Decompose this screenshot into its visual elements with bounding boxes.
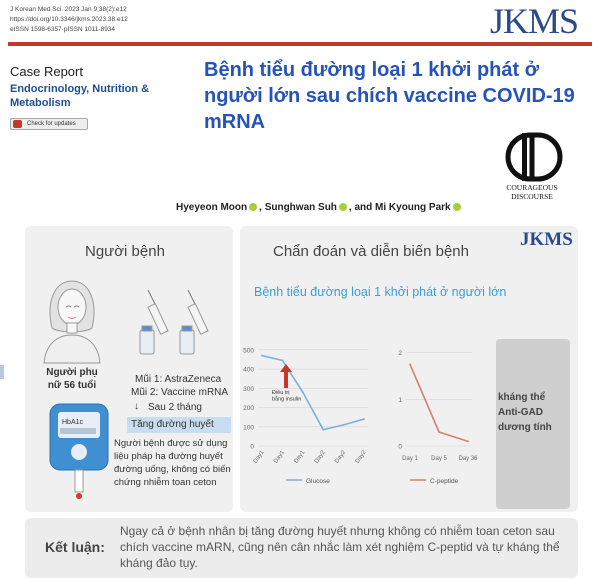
journal-meta [10,5,128,35]
diagnosis-subtitle: Bệnh tiểu đường loại 1 khởi phát ở người lớn [254,285,507,299]
device-label: HbA1c [62,419,84,426]
update-icon [13,120,22,128]
article-type: Case Report [10,64,83,79]
jkms-mini-logo: JKMS [520,229,573,250]
data-point [261,355,263,357]
check-updates-label: Check for updates [27,121,76,127]
y-tick-label: 300 [243,385,254,393]
x-tick-label: Day2 [313,449,327,465]
diagnosis-heading: Chẩn đoán và diễn biến bệnh [273,243,469,260]
check-updates-button[interactable] [10,118,88,130]
article-section: Endocrinology, Nutrition & Metabolism [10,83,150,109]
dose-1: Mũi 1: AstraZeneca [135,374,222,385]
series-line [410,364,468,441]
data-point [438,431,440,433]
orcid-icon[interactable] [339,203,347,211]
data-point [343,424,345,426]
patient-description: Người bệnh được sử dụng liệu pháp hạ đường huyết đường uống, không có biến chứng nhiễm toan ceton [114,438,231,488]
data-point [282,360,284,362]
cpeptide-chart [372,336,494,492]
data-point [322,429,324,431]
y-tick-label: 1 [398,396,402,404]
up-arrow-icon [280,364,292,388]
y-tick-label: 100 [243,424,254,432]
author-1[interactable]: Hyeyeon Moon [176,202,248,213]
orcid-icon[interactable] [249,203,257,211]
insulin-annotation-text: Điều trị bằng insulin [272,390,302,403]
vaccine-syringes-icon [138,288,228,363]
y-tick-label: 0 [250,443,254,451]
hyperglycemia-label: Tăng đường huyết [127,417,231,433]
conclusion-text: Ngay cả ở bệnh nhân bị tăng đường huyết nhưng không có nhiễm toan ceton sau chích vaccine mARN, cũng nên cân nhắc làm xét nghiệm C-peptid và tự kháng thể kháng đảo tụy. [120,524,560,570]
x-tick-label: Day 1 [402,456,418,462]
y-tick-label: 500 [243,347,254,355]
x-tick-label: Day2 [334,449,348,465]
courageous-discourse-logo [496,131,568,201]
article-title: Bệnh tiểu đường loại 1 khởi phát ở người lớn sau chích vaccine COVID-19 mRNA [204,59,575,133]
x-tick-label: Day1 [252,449,266,465]
woman-icon [40,273,104,368]
author-list: Hyeyeon Moon , Sunghwan Suh , and Mi Kyoung Park [176,202,463,213]
data-point [409,363,411,365]
after-period: Sau 2 tháng [148,402,202,413]
glucose-chart [243,336,374,492]
gad-result: kháng thể Anti-GAD dương tính [498,392,552,433]
author-3[interactable]: and Mi Kyoung Park [354,202,451,213]
issn: eISSN 1598-6357·pISSN 1011-8934 [10,26,116,33]
cpeptide-legend-label: C-peptide [430,478,459,485]
y-tick-label: 200 [243,405,254,413]
doi-link[interactable]: https://doi.org/10.3346/jkms.2023.38.e12 [10,16,128,23]
y-tick-label: 400 [243,366,254,374]
x-tick-label: Day1 [293,449,307,465]
side-marker [0,365,4,379]
x-tick-label: Day1 [273,449,287,465]
data-point [363,418,365,420]
x-tick-label: Day 5 [431,456,447,462]
conclusion-label: Kết luận: [45,539,105,555]
author-2[interactable]: Sunghwan Suh [264,202,337,213]
patient-label: Người phụ nữ 56 tuổi [46,367,98,391]
brand-bottom: DISCOURSE [511,192,553,201]
data-point [302,391,304,393]
jkms-logo: JKMS [490,1,579,41]
glucose-legend-label: Glucose [306,478,330,485]
header-divider [8,42,592,46]
orcid-icon[interactable] [453,203,461,211]
citation: J Korean Med Sci. 2023 Jan 9;38(2):e12 [10,6,127,13]
y-tick-label: 0 [398,443,402,451]
y-tick-label: 2 [398,350,402,358]
brand-top: COURAGEOUS [506,183,558,192]
data-point [467,440,469,442]
glucose-meter-icon [48,402,110,502]
patient-heading: Người bệnh [85,243,165,260]
x-tick-label: Day2 [354,449,368,465]
dose-2: Mũi 2: Vaccine mRNA [131,387,229,398]
down-arrow-icon: ↓ [134,401,139,412]
x-tick-label: Day 36 [458,456,478,462]
